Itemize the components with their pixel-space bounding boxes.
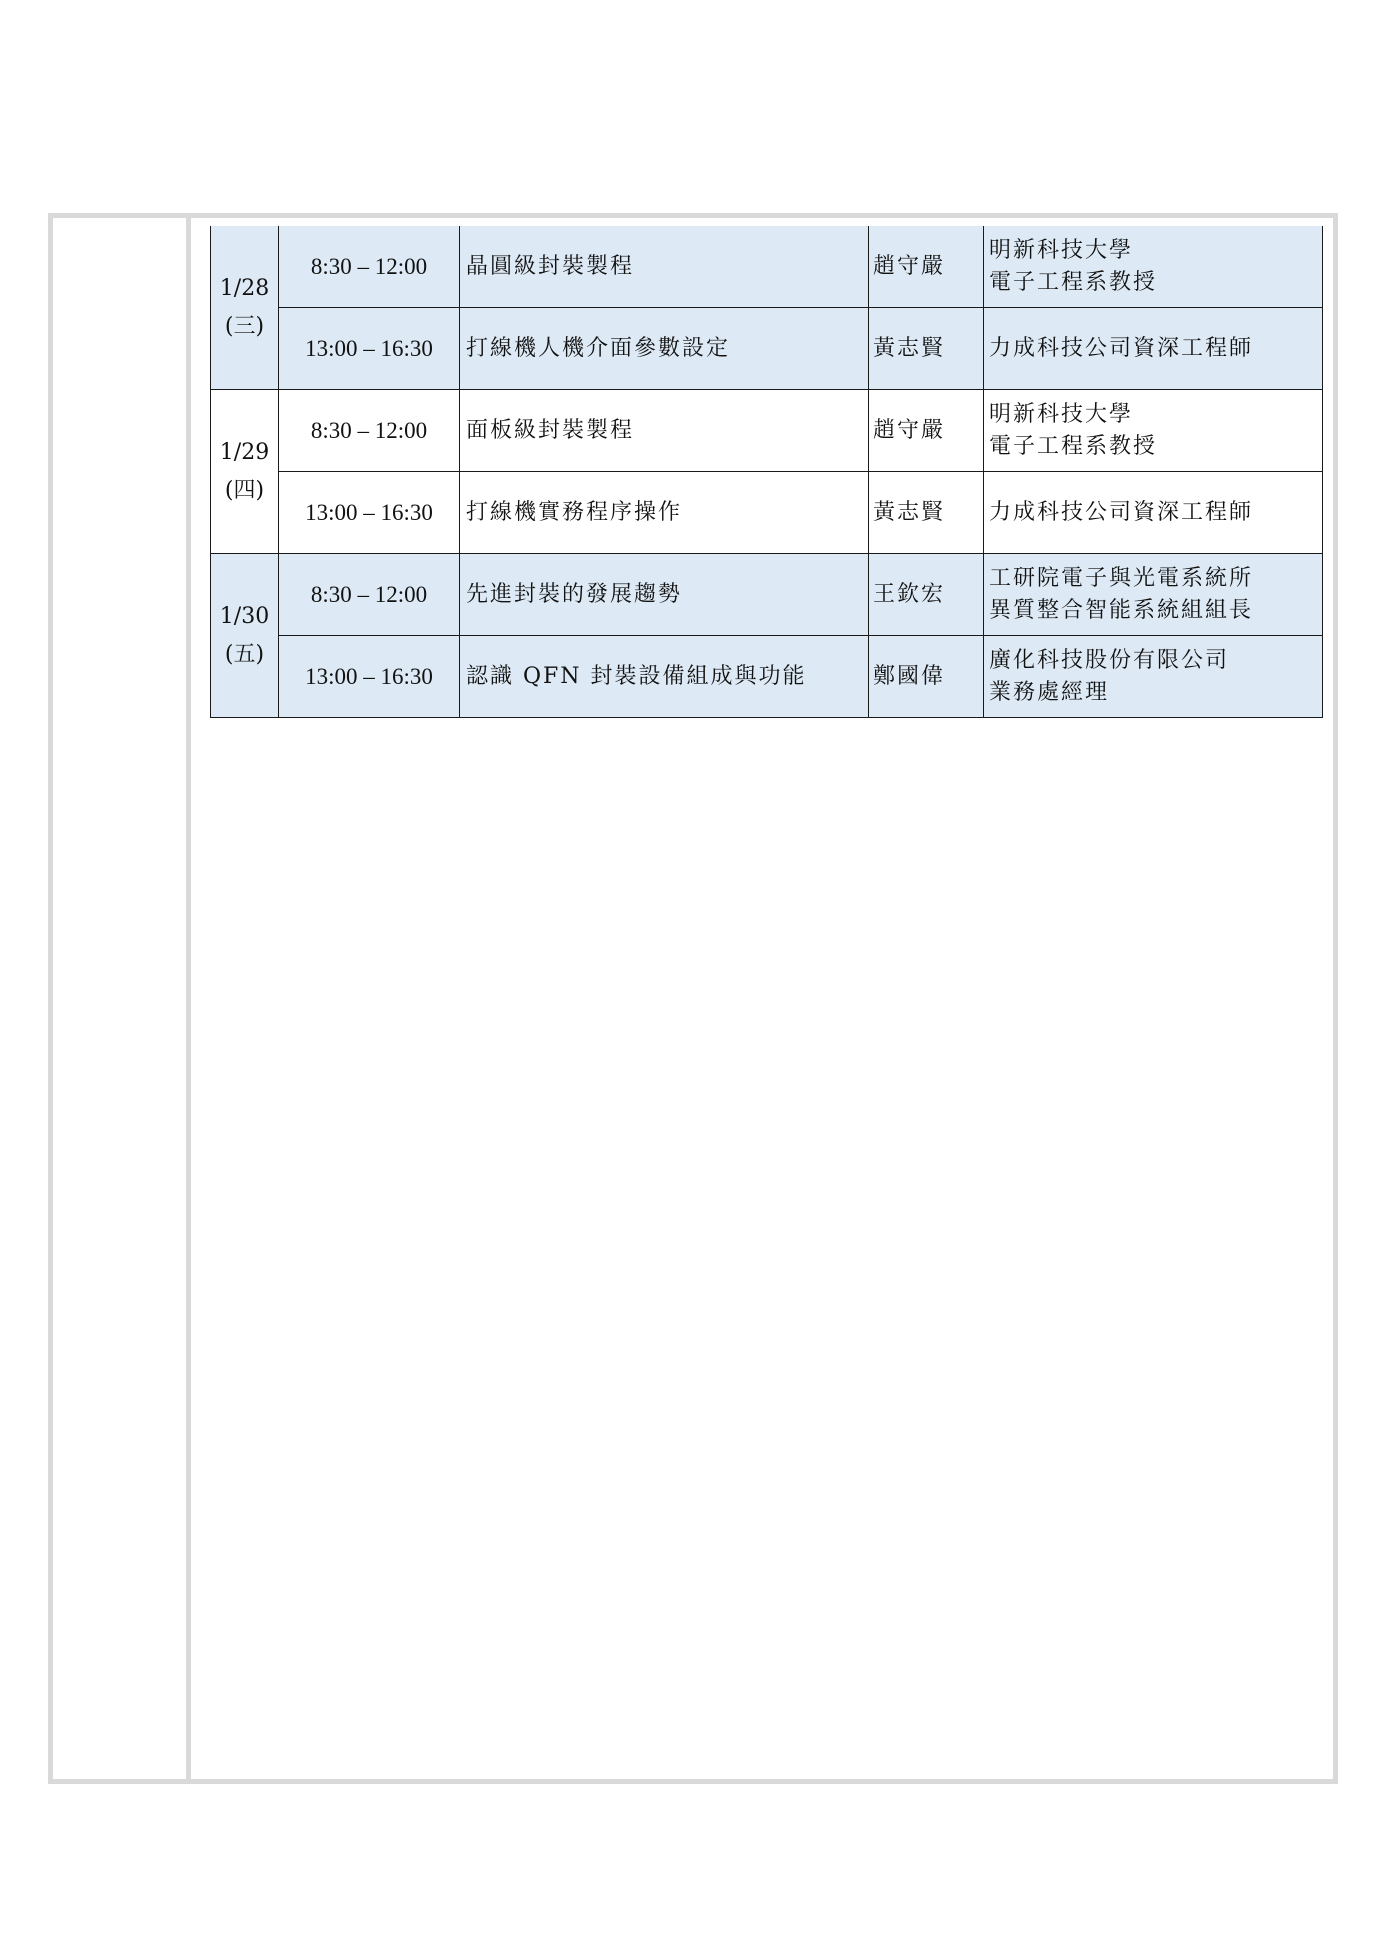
form-column-divider [186, 213, 191, 1784]
session-organization [984, 636, 1323, 718]
session-time: 8:30 – 12:00 [279, 390, 460, 472]
session-topic: 面板級封裝製程 [460, 390, 869, 472]
schedule-row [211, 308, 1323, 390]
weekday-label: (三) [224, 313, 265, 339]
weekday-label: (四) [224, 477, 265, 503]
session-time: 13:00 – 16:30 [279, 472, 460, 554]
session-speaker: 趙守嚴 [869, 226, 984, 308]
org-line: 明新科技大學 [989, 401, 1134, 427]
session-organization [984, 308, 1323, 390]
org-line: 力成科技公司資深工程師 [989, 499, 1254, 525]
session-speaker: 鄭國偉 [869, 636, 984, 718]
session-topic: 打線機人機介面參數設定 [460, 308, 869, 390]
date-label: 1/29 [219, 440, 270, 466]
schedule-row [211, 226, 1323, 308]
org-line: 廣化科技股份有限公司 [989, 647, 1230, 673]
session-speaker: 趙守嚴 [869, 390, 984, 472]
session-organization [984, 472, 1323, 554]
org-line: 電子工程系教授 [989, 433, 1158, 459]
session-organization [984, 554, 1323, 636]
session-topic: 打線機實務程序操作 [460, 472, 869, 554]
date-cell [211, 554, 279, 718]
session-speaker: 王欽宏 [869, 554, 984, 636]
schedule-row [211, 554, 1323, 636]
session-time: 8:30 – 12:00 [279, 226, 460, 308]
session-speaker: 黃志賢 [869, 472, 984, 554]
schedule-row [211, 636, 1323, 718]
session-time: 13:00 – 16:30 [279, 308, 460, 390]
date-label: 1/30 [219, 604, 270, 630]
org-line: 業務處經理 [989, 679, 1110, 705]
schedule-row [211, 472, 1323, 554]
session-time: 13:00 – 16:30 [279, 636, 460, 718]
session-topic: 先進封裝的發展趨勢 [460, 554, 869, 636]
schedule-row [211, 390, 1323, 472]
session-organization [984, 226, 1323, 308]
org-line: 力成科技公司資深工程師 [989, 335, 1254, 361]
date-label: 1/28 [219, 276, 270, 302]
session-organization [984, 390, 1323, 472]
org-line: 明新科技大學 [989, 237, 1134, 263]
date-cell [211, 226, 279, 390]
session-time: 8:30 – 12:00 [279, 554, 460, 636]
course-schedule-table [210, 226, 1323, 718]
session-topic: 晶圓級封裝製程 [460, 226, 869, 308]
weekday-label: (五) [224, 641, 265, 667]
date-cell [211, 390, 279, 554]
org-line: 電子工程系教授 [989, 269, 1158, 295]
session-speaker: 黃志賢 [869, 308, 984, 390]
org-line: 異質整合智能系統組組長 [989, 597, 1254, 623]
org-line: 工研院電子與光電系統所 [989, 565, 1254, 591]
session-topic: 認識 QFN 封裝設備組成與功能 [460, 636, 869, 718]
